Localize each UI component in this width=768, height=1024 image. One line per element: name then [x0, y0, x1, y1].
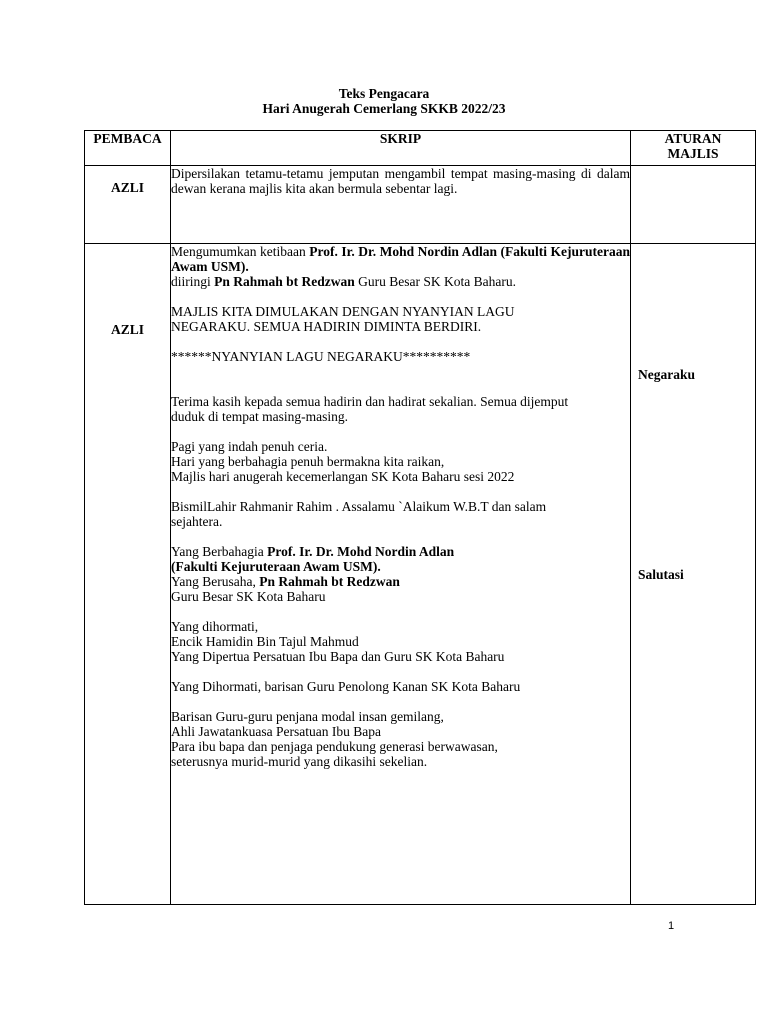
script-line: Yang Dipertua Persatuan Ibu Bapa dan Guru SK Kota Baharu [171, 649, 505, 664]
header-aturan-line1: ATURAN [664, 131, 722, 146]
header-pembaca: PEMBACA [85, 131, 171, 166]
script-text: Dipersilakan tetamu-tetamu jemputan mengambil tempat masing-masing di dalam dewan kerana majlis kita akan bermula sebentar lagi. [171, 166, 630, 196]
script-line: Majlis hari anugerah kecemerlangan SK Kota Baharu sesi 2022 [171, 469, 515, 484]
script-line: seterusnya murid-murid yang dikasihi sekelian. [171, 754, 428, 769]
table-row [85, 166, 756, 244]
script-text: Guru Besar SK Kota Baharu. [354, 274, 516, 289]
script-line: Encik Hamidin Bin Tajul Mahmud [171, 634, 359, 649]
document-subtitle: Hari Anugerah Cemerlang SKKB 2022/23 [262, 101, 506, 116]
guest-affiliation: (Fakulti Kejuruteraan Awam USM). [171, 559, 381, 574]
aturan-salutasi: Salutasi [638, 567, 684, 582]
script-line [171, 544, 630, 559]
headmistress-name: Pn Rahmah bt Redzwan [259, 574, 400, 589]
aturan-cell [631, 244, 756, 905]
script-line: duduk di tempat masing-masing. [171, 409, 348, 424]
aturan-negaraku: Negaraku [638, 367, 695, 382]
headmistress-name: Pn Rahmah bt Redzwan [214, 274, 355, 289]
document-title: Teks Pengacara [338, 86, 430, 101]
script-line [171, 559, 630, 574]
script-line: Guru Besar SK Kota Baharu [171, 589, 326, 604]
script-text: Yang Berusaha, [171, 574, 260, 589]
script-line: sejahtera. [171, 514, 223, 529]
script-line: BismilLahir Rahmanir Rahim . Assalamu `Alaikum W.B.T dan salam [171, 499, 547, 514]
script-accompanied [171, 274, 630, 289]
script-line: Yang Dihormati, barisan Guru Penolong Kanan SK Kota Baharu [171, 679, 521, 694]
script-table [84, 130, 756, 905]
reader-cell [85, 166, 171, 244]
script-announcement [171, 244, 630, 274]
script-line: Yang dihormati, [171, 619, 259, 634]
script-line: NEGARAKU. SEMUA HADIRIN DIMINTA BERDIRI. [171, 319, 482, 334]
script-text: Mengumumkan ketibaan [171, 244, 310, 259]
header-skrip: SKRIP [171, 131, 631, 166]
script-line: Pagi yang indah penuh ceria. [171, 439, 328, 454]
reader-name: AZLI [110, 322, 144, 337]
header-aturan-line2: MAJLIS [667, 146, 719, 161]
script-line: Hari yang berbahagia penuh bermakna kita raikan, [171, 454, 445, 469]
table-row [85, 244, 756, 905]
reader-cell [85, 244, 171, 905]
reader-name: AZLI [110, 180, 144, 195]
guest-name: Prof. Ir. Dr. Mohd Nordin Adlan (Fakulti Kejuruteraan Awam USM). [171, 244, 630, 274]
page-number: 1 [668, 920, 675, 932]
script-line: Ahli Jawatankuasa Persatuan Ibu Bapa [171, 724, 381, 739]
script-cell [171, 166, 631, 244]
table-header-row [85, 131, 756, 166]
script-line: Para ibu bapa dan penjaga pendukung generasi berwawasan, [171, 739, 498, 754]
script-line: Barisan Guru-guru penjana modal insan gemilang, [171, 709, 444, 724]
aturan-cell [631, 166, 756, 244]
script-line [171, 574, 630, 589]
script-cell [171, 244, 631, 905]
script-text: Yang Berbahagia [171, 544, 268, 559]
guest-name: Prof. Ir. Dr. Mohd Nordin Adlan [267, 544, 455, 559]
script-line: ******NYANYIAN LAGU NEGARAKU********** [171, 349, 471, 364]
header-aturan-majlis [631, 131, 756, 166]
script-line: Terima kasih kepada semua hadirin dan hadirat sekalian. Semua dijemput [171, 394, 569, 409]
script-line: MAJLIS KITA DIMULAKAN DENGAN NYANYIAN LAGU [171, 304, 515, 319]
script-text: diiringi [171, 274, 215, 289]
